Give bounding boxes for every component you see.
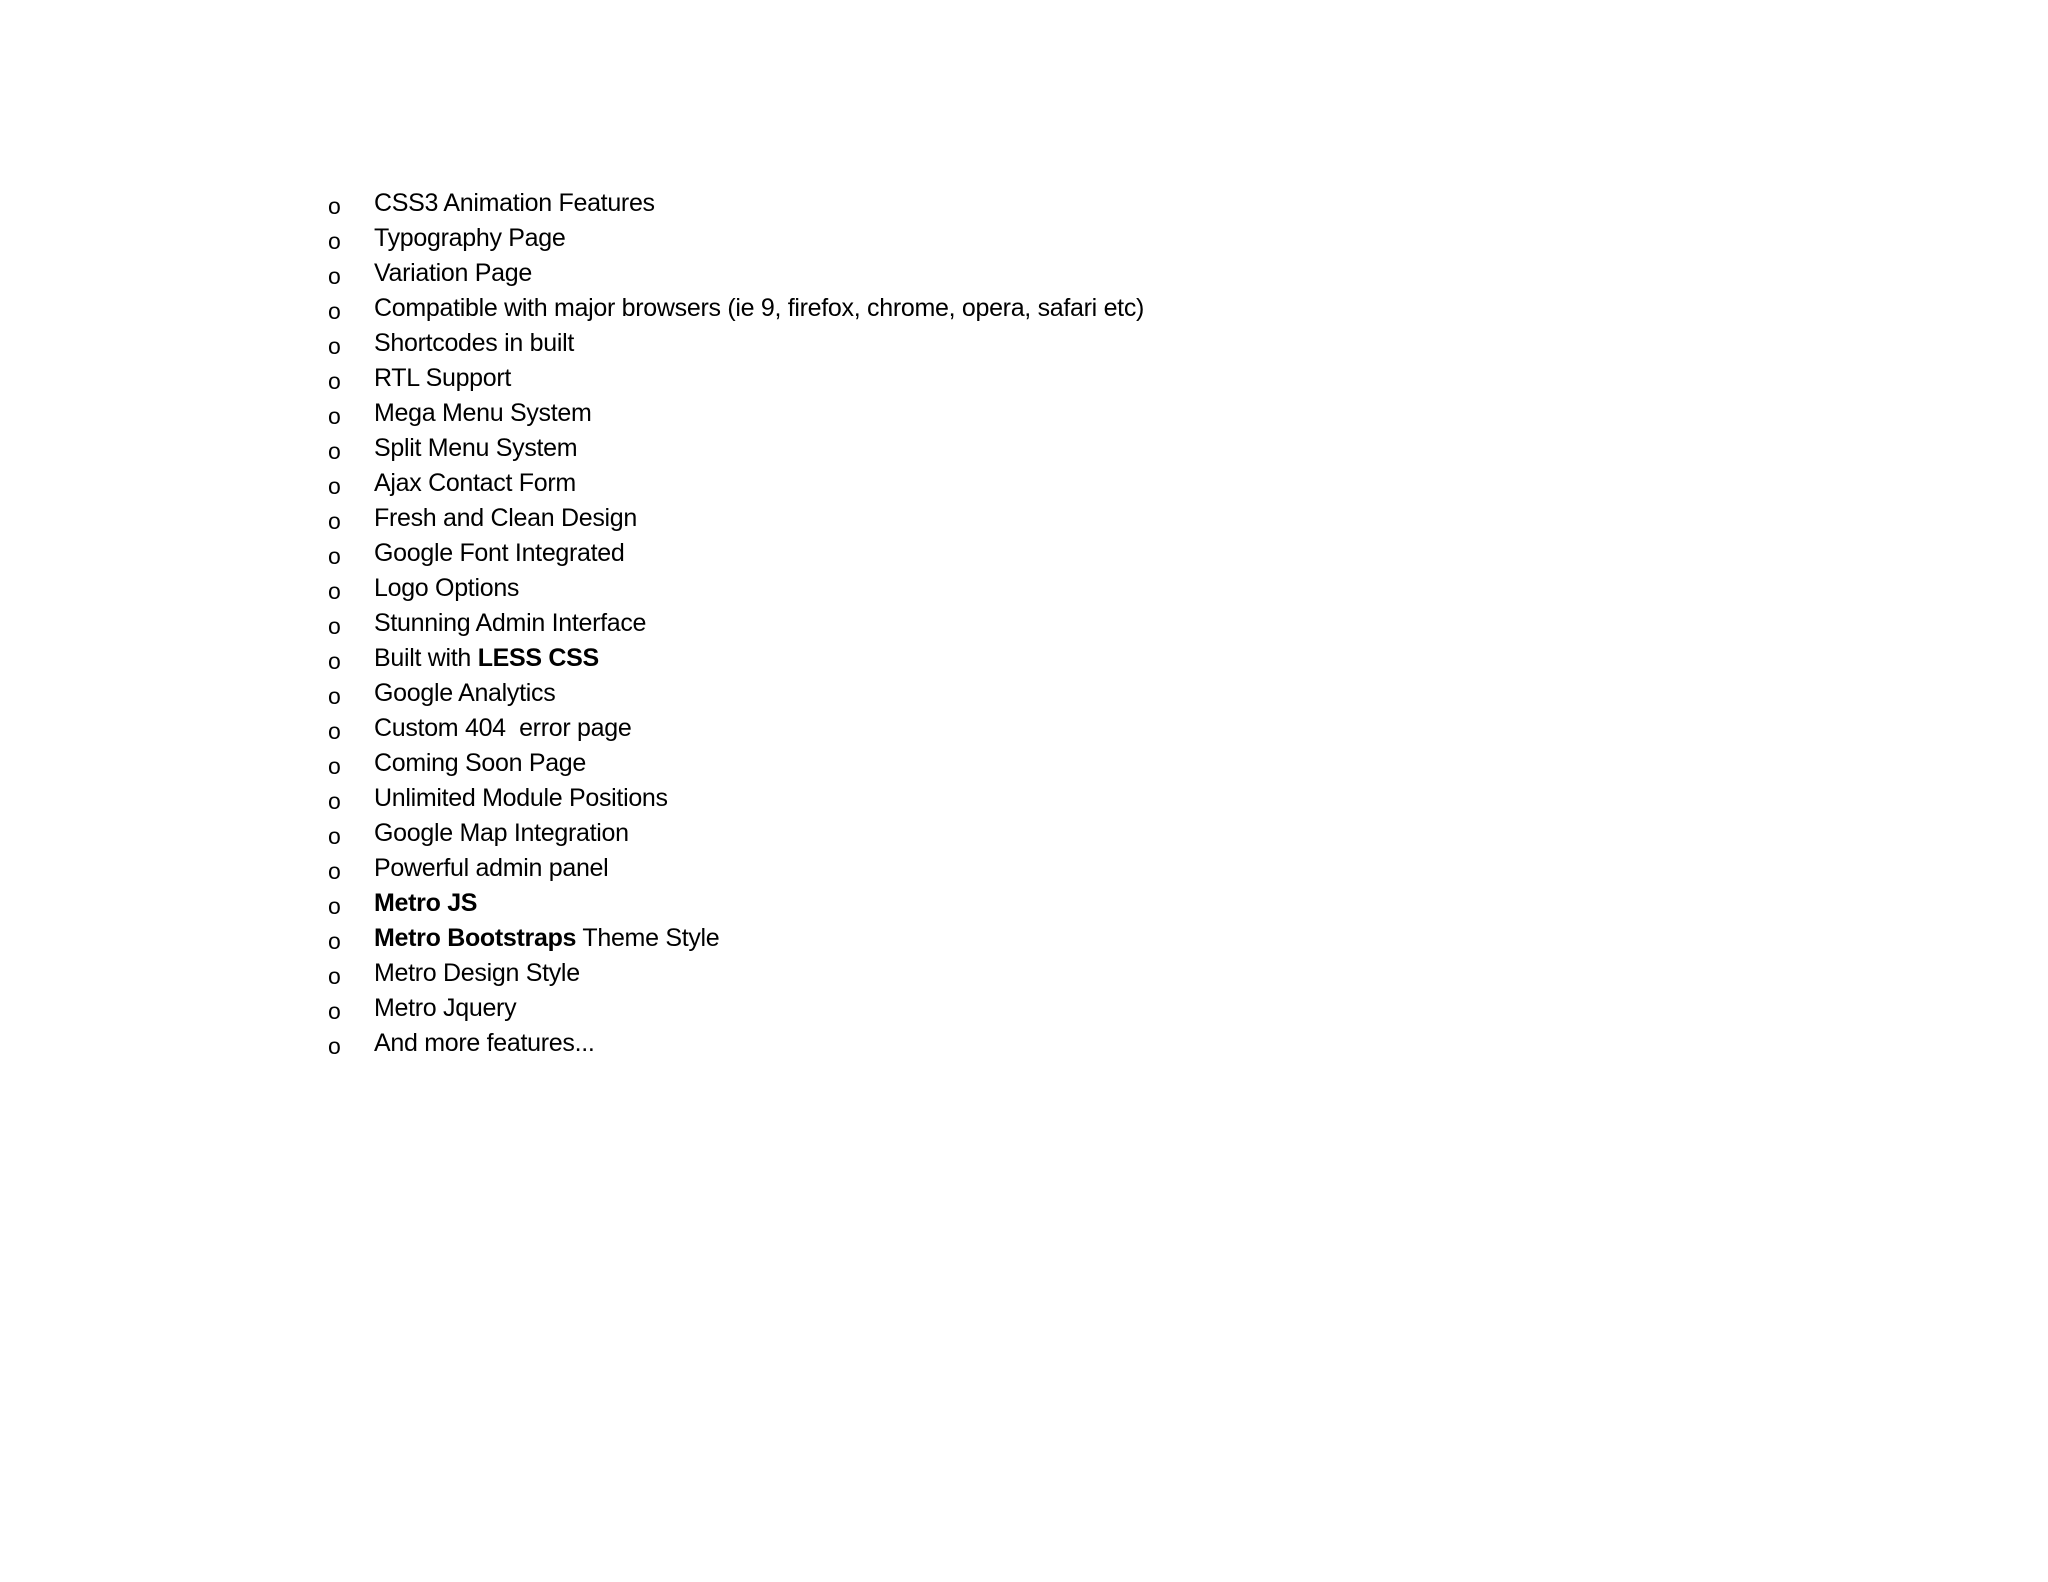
bullet-icon: o bbox=[328, 333, 341, 359]
list-item-text: Powerful admin panel bbox=[374, 854, 609, 882]
list-item-text: Logo Options bbox=[374, 574, 520, 602]
list-item bbox=[328, 256, 1144, 291]
list-item-text: Shortcodes in built bbox=[374, 329, 574, 357]
bullet-icon: o bbox=[328, 438, 341, 464]
bullet-icon: o bbox=[328, 753, 341, 779]
list-item-text bbox=[374, 926, 719, 951]
list-item-text: Variation Page bbox=[374, 259, 532, 287]
list-item bbox=[328, 1026, 1144, 1061]
feature-list bbox=[328, 186, 1144, 1061]
list-item-text: And more features... bbox=[374, 1029, 595, 1057]
list-item-text: Metro Design Style bbox=[374, 959, 580, 987]
list-item-text-prefix: Built with bbox=[374, 644, 478, 672]
list-item-text-suffix: Theme Style bbox=[576, 924, 720, 952]
bullet-icon: o bbox=[328, 473, 341, 499]
bullet-icon: o bbox=[328, 1033, 341, 1059]
list-item bbox=[328, 991, 1144, 1026]
list-item bbox=[328, 571, 1144, 606]
list-item-text: Google Map Integration bbox=[374, 819, 629, 847]
list-item bbox=[328, 186, 1144, 221]
bullet-icon: o bbox=[328, 543, 341, 569]
bullet-icon: o bbox=[328, 928, 341, 954]
bullet-icon: o bbox=[328, 508, 341, 534]
list-item-text: Custom 404 error page bbox=[374, 714, 632, 742]
list-item-text: Coming Soon Page bbox=[374, 749, 587, 777]
list-item bbox=[328, 291, 1144, 326]
list-item bbox=[328, 921, 1144, 956]
bullet-icon: o bbox=[328, 368, 341, 394]
list-item bbox=[328, 711, 1144, 746]
list-item bbox=[328, 431, 1144, 466]
list-item-text: Compatible with major browsers (ie 9, firefox, chrome, opera, safari etc) bbox=[374, 294, 1145, 322]
bullet-icon: o bbox=[328, 263, 341, 289]
list-item bbox=[328, 221, 1144, 256]
list-item-text: CSS3 Animation Features bbox=[374, 189, 655, 217]
bullet-icon: o bbox=[328, 578, 341, 604]
list-item bbox=[328, 816, 1144, 851]
list-item bbox=[328, 606, 1144, 641]
list-item bbox=[328, 781, 1144, 816]
list-item bbox=[328, 396, 1144, 431]
bullet-icon: o bbox=[328, 228, 341, 254]
list-item bbox=[328, 536, 1144, 571]
bullet-icon: o bbox=[328, 858, 341, 884]
list-item-text: Ajax Contact Form bbox=[374, 469, 576, 497]
list-item-text: Unlimited Module Positions bbox=[374, 784, 668, 812]
list-item-text-bold: LESS CSS bbox=[477, 644, 599, 672]
list-item bbox=[328, 746, 1144, 781]
list-item-text: Google Font Integrated bbox=[374, 539, 625, 567]
list-item bbox=[328, 501, 1144, 536]
list-item bbox=[328, 676, 1144, 711]
list-item bbox=[328, 326, 1144, 361]
list-item bbox=[328, 851, 1144, 886]
list-item bbox=[328, 361, 1144, 396]
list-item bbox=[328, 641, 1144, 676]
list-item-text: Metro Jquery bbox=[374, 994, 517, 1022]
list-item-text-bold: Metro Bootstraps bbox=[374, 924, 577, 952]
bullet-icon: o bbox=[328, 648, 341, 674]
list-item-text: Typography Page bbox=[374, 224, 566, 252]
bullet-icon: o bbox=[328, 963, 341, 989]
bullet-icon: o bbox=[328, 718, 341, 744]
bullet-icon: o bbox=[328, 683, 341, 709]
list-item bbox=[328, 886, 1144, 921]
bullet-icon: o bbox=[328, 193, 341, 219]
list-item bbox=[328, 466, 1144, 501]
bullet-icon: o bbox=[328, 823, 341, 849]
list-item-text: Split Menu System bbox=[374, 434, 578, 462]
bullet-icon: o bbox=[328, 298, 341, 324]
bullet-icon: o bbox=[328, 403, 341, 429]
list-item-text: Mega Menu System bbox=[374, 399, 592, 427]
list-item-text-bold: Metro JS bbox=[374, 889, 478, 917]
bullet-icon: o bbox=[328, 613, 341, 639]
list-item-text: Stunning Admin Interface bbox=[374, 609, 647, 637]
bullet-icon: o bbox=[328, 788, 341, 814]
list-item-text: Fresh and Clean Design bbox=[374, 504, 637, 532]
bullet-icon: o bbox=[328, 893, 341, 919]
list-item-text: RTL Support bbox=[374, 364, 512, 392]
bullet-icon: o bbox=[328, 998, 341, 1024]
list-item-text: Google Analytics bbox=[374, 679, 556, 707]
list-item bbox=[328, 956, 1144, 991]
list-item-text bbox=[374, 646, 599, 671]
